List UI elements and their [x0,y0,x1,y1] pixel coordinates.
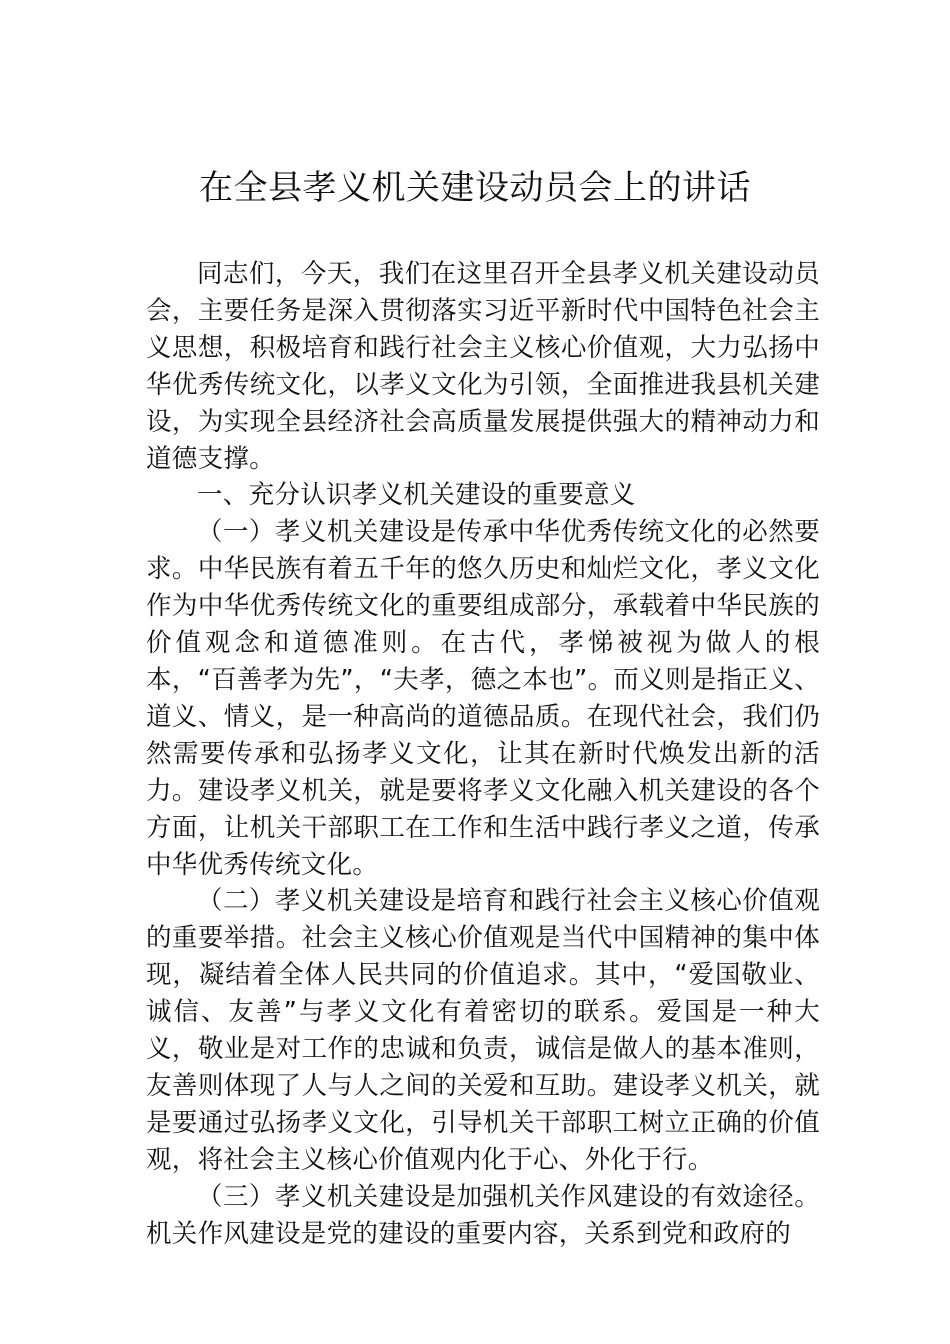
section-heading-1: 一、充分认识孝义机关建设的重要意义 [197,480,636,511]
paragraph-intro: 同志们，今天，我们在这里召开全县孝义机关建设动员会，主要任务是深入贯彻落实习近平新时代中国特色社会主义思想，积极培育和践行社会主义核心价值观，大力弘扬中华优秀传统文化，以孝义文化为引领，全面推进我县机关建设，为实现全县经济社会高质量发展提供强大的精神动力和道德支撑。 [146,259,820,474]
document-title: 在全县孝义机关建设动员会上的讲话 [199,168,751,208]
paragraph-point-3: （三）孝义机关建设是加强机关作风建设的有效途径。机关作风建设是党的建设的重要内容，关系到党和政府的 [146,1181,820,1249]
paragraph-point-2: （二）孝义机关建设是培育和践行社会主义核心价值观的重要举措。社会主义核心价值观是当代中国精神的集中体现，凝结着全体人民共同的价值追求。其中，“爱国敬业、诚信、友善”与孝义文化有着密切的联系。爱国是一种大义，敬业是对工作的忠诚和负责，诚信是做人的基本准则，友善则体现了人与人之间的关爱和互助。建设孝义机关，就是要通过弘扬孝义文化，引导机关干部职工树立正确的价值观，将社会主义核心价值观内化于心、外化于行。 [146,886,820,1175]
document-body [146,256,820,1252]
paragraph-point-1: （一）孝义机关建设是传承中华优秀传统文化的必然要求。中华民族有着五千年的悠久历史和灿烂文化，孝义文化作为中华优秀传统文化的重要组成部分，承载着中华民族的价值观念和道德准则。在古代，孝悌被视为做人的根本，“百善孝为先”，“夫孝，德之本也”。而义则是指正义、道义、情义，是一种高尚的道德品质。在现代社会，我们仍然需要传承和弘扬孝义文化，让其在新时代焕发出新的活力。建设孝义机关，就是要将孝义文化融入机关建设的各个方面，让机关干部职工在工作和生活中践行孝义之道，传承中华优秀传统文化。 [146,517,820,880]
